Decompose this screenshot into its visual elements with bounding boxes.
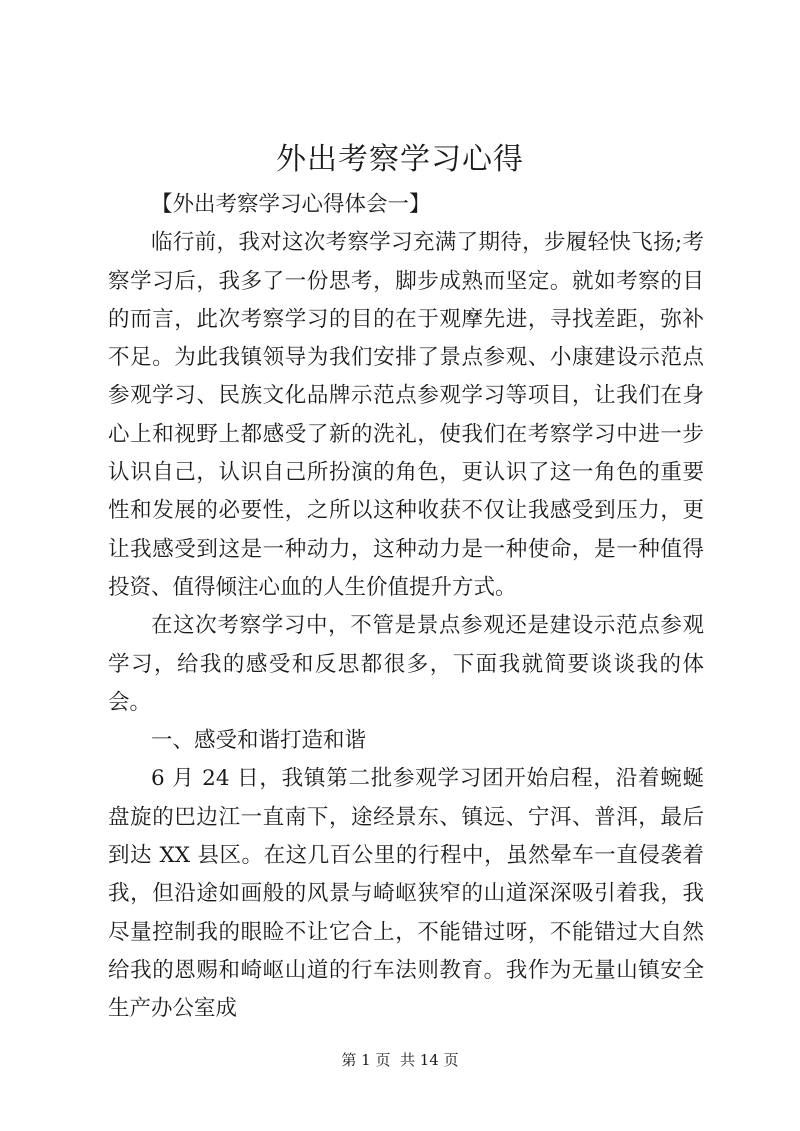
page-number-text: 第 1 页 共 14 页 (341, 1051, 459, 1069)
subheading: 一、感受和谐打造和谐 (151, 728, 367, 754)
paragraph-3: 6 月 24 日，我镇第二批参观学习团开始启程，沿着蜿蜒盘旋的巴边江一直南下，途经景东、镇远、宁洱、普洱，最后到达 XX 县区。在这几百公里的行程中，虽然晕车一直侵袭着我，但沿途如画般的风景与崎岖狭窄的山道深深吸引着我，我尽量控制我的眼睑不让它合上，不能错过呀，不能错过大自然给我的恩赐和崎岖山道的行车法则教育。我作为无量山镇安全生产办公室成 (108, 766, 704, 1022)
document-body (108, 186, 704, 1029)
paragraph-2: 在这次考察学习中，不管是景点参观还是建设示范点参观学习，给我的感受和反思都很多，下面我就简要谈谈我的体会。 (108, 613, 704, 715)
section-label: 【外出考察学习心得体会一】 (151, 192, 431, 217)
document-title: 外出考察学习心得 (276, 142, 524, 177)
page-footer (0, 1050, 800, 1070)
paragraph-1: 临行前，我对这次考察学习充满了期待，步履轻快飞扬;考察学习后，我多了一份思考，脚步成熟而坚定。就如考察的目的而言，此次考察学习的目的在于观摩先进，寻找差距，弥补不足。为此我镇领导为我们安排了景点参观、小康建设示范点参观学习、民族文化品牌示范点参观学习等项目，让我们在身心上和视野上都感受了新的洗礼，使我们在考察学习中进一步认识自己，认识自己所扮演的角色，更认识了这一角色的重要性和发展的必要性，之所以这种收获不仅让我感受到压力，更让我感受到这是一种动力，这种动力是一种使命，是一种值得投资、值得倾注心血的人生价值提升方式。 (108, 230, 704, 600)
